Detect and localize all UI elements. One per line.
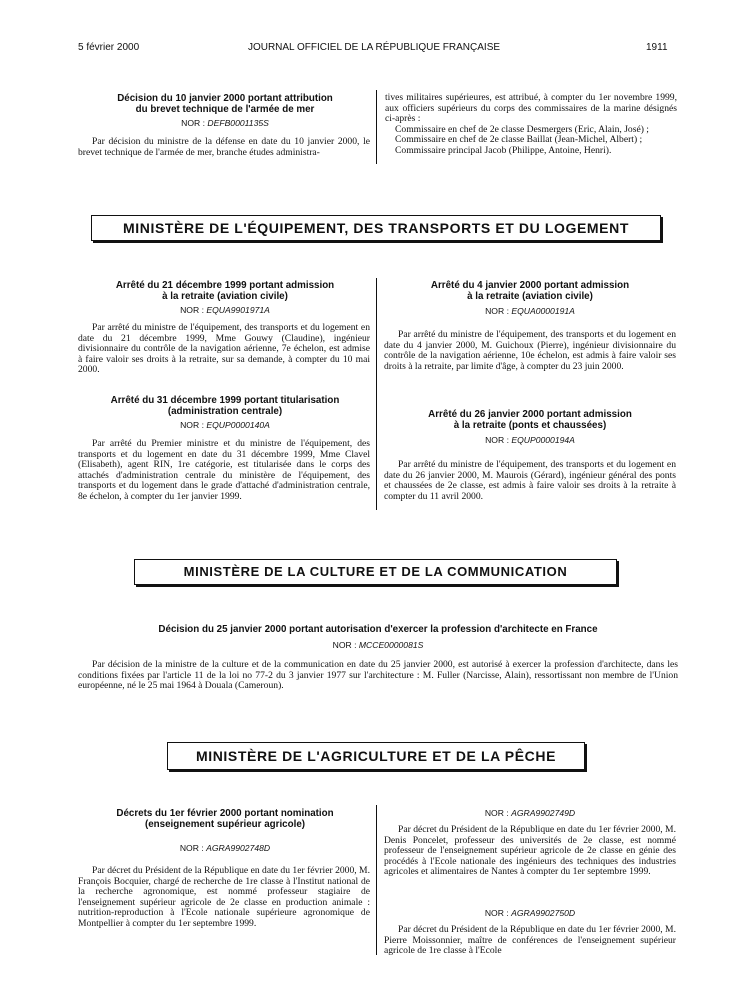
page-date: 5 février 2000 (78, 42, 140, 53)
culture-title: Décision du 25 janvier 2000 portant autorisation d'exercer la profession d'architecte en France (158, 624, 598, 635)
nor-label: NOR : (180, 420, 204, 430)
paragraph: Par arrêté du ministre de l'équipement, des transports et du logement en date du 4 janvier 2000, M. Guichoux (Pierre), ingénieur divisionnaire du contrôle de la navigation aérienne, 10e échelon, est admis à faire valoir ses droits à la retraite, par limite d'âge, à compter du 23 juin 2000. (384, 329, 676, 372)
equipement-a1-body (78, 323, 370, 376)
nor-code: AGRA9902750D (511, 908, 576, 918)
equipement-a1-title (80, 280, 370, 302)
paragraph: Commissaire en chef de 2e classe Baillat (Jean-Michel, Albert) ; (395, 134, 643, 146)
agriculture-title (80, 808, 370, 830)
nor-code: AGRA9902749D (511, 808, 576, 818)
equipement-a3-body (384, 330, 676, 372)
ministry-agriculture-heading: MINISTÈRE DE L'AGRICULTURE ET DE LA PÊCHE (167, 742, 585, 770)
title-line: Arrêté du 21 décembre 1999 portant admission (115, 280, 335, 291)
paragraph: Par arrêté du ministre de l'équipement, des transports et du logement en date du 21 décembre 1999, Mme Gouwy (Claudine), ingénieur divisionnaire du contrôle de la navigation aérienne, 7e échelon, est admise à faire valoir ses droits à la retraite, sur sa demande, à compter du 10 mai 2000. (78, 322, 370, 376)
defense-body-left (78, 137, 370, 158)
equipement-a2-nor (80, 420, 370, 430)
defense-nor (80, 118, 370, 128)
title-line: à la retraite (aviation civile) (162, 291, 288, 302)
paragraph: Commissaire principal Jacob (Philippe, Antoine, Henri). (395, 144, 612, 156)
equipement-a4-nor (385, 435, 675, 445)
nor-code: DEFB0001135S (207, 118, 269, 128)
paragraph: Par décision de la ministre de la culture et de la communication en date du 25 janvier 2000, est autorisé à exercer la profession d'architecte, dans les conditions fixées par l'article 11 de la loi no 77-2 du 3 janvier 1977 sur l'architecture : M. Fuller (Narcisse, Alain), ressortissant non membre de l'Union européenne, né le 25 mai 1964 à Douala (Cameroun). (78, 659, 678, 692)
agriculture-nor1 (80, 843, 370, 853)
nor-label: NOR : (485, 306, 509, 316)
title-line: Arrêté du 31 décembre 1999 portant titularisation (110, 395, 340, 406)
nor-code: EQUA0000191A (511, 306, 575, 316)
agriculture-nor3 (385, 908, 675, 918)
nor-code: EQUA9901971A (206, 305, 270, 315)
agriculture-body3 (384, 925, 676, 957)
title-line: Décrets du 1er février 2000 portant nomination (116, 808, 334, 819)
nor-label: NOR : (484, 808, 509, 818)
defense-title-line2: du brevet technique de l'armée de mer (135, 104, 315, 115)
equipement-a1-nor (80, 305, 370, 315)
nor-label: NOR : (332, 640, 357, 650)
title-line: Arrêté du 4 janvier 2000 portant admission (430, 280, 630, 291)
title-line: (administration centrale) (167, 406, 283, 417)
column-divider (376, 805, 377, 955)
paragraph: Par arrêté du Premier ministre et du ministre de l'équipement, des transports et du logement en date du 31 décembre 1999, Mme Clavel (Elisabeth), agent RIN, 1re catégorie, est titularisée dans le corps des attachés d'administration centrale du ministère de l'équipement, des transports et du logement dans le grade d'attaché d'administration centrale, 8e échelon, à compter du 1er janvier 1999. (78, 438, 370, 502)
paragraph: Par décret du Président de la République en date du 1er février 2000, M. Pierre Moissonnier, maître de conférences de l'enseignement supérieur agricole de 1re classe à l'Ecole (384, 924, 676, 957)
equipement-a2-body (78, 439, 370, 503)
nor-code: AGRA9902748D (206, 843, 271, 853)
agriculture-body1 (78, 866, 370, 930)
nor-code: MCCE0000081S (358, 640, 424, 650)
equipement-a3-title (385, 280, 675, 302)
defense-body-right (385, 93, 677, 157)
defense-title (80, 93, 370, 115)
agriculture-nor2 (385, 808, 675, 818)
agriculture-body2 (384, 825, 676, 878)
culture-nor (78, 640, 678, 650)
title-line: (enseignement supérieur agricole) (144, 819, 306, 830)
paragraph: Commissaire en chef de 2e classe Desmergers (Eric, Alain, José) ; (395, 123, 649, 135)
equipement-a2-title (80, 395, 370, 417)
culture-body (78, 660, 678, 692)
nor-label: NOR : (180, 305, 204, 315)
nor-label: NOR : (181, 118, 205, 128)
title-line: Arrêté du 26 janvier 2000 portant admission (428, 409, 632, 420)
title-line: à la retraite (ponts et chaussées) (453, 420, 607, 431)
paragraph: tives militaires supérieures, est attribué, à compter du 1er novembre 1999, aux officiers supérieurs du corps des commissaires de la marine désignés ci-après : (385, 92, 677, 125)
nor-label: NOR : (179, 843, 204, 853)
nor-code: EQUP0000140A (206, 420, 270, 430)
defense-title-line1: Décision du 10 janvier 2000 portant attribution (117, 93, 333, 104)
column-divider (376, 278, 377, 510)
ministry-equipement-heading: MINISTÈRE DE L'ÉQUIPEMENT, DES TRANSPORTS ET DU LOGEMENT (91, 215, 661, 241)
equipement-a4-body (384, 460, 676, 502)
equipement-a4-title (385, 409, 675, 431)
nor-code: EQUP0000194A (511, 435, 575, 445)
title-line: à la retraite (aviation civile) (467, 291, 593, 302)
paragraph: Par arrêté du ministre de l'équipement, des transports et du logement en date du 26 janvier 2000, M. Maurois (Gérard), ingénieur général des ponts et chaussées de 2e classe, est admis à faire valoir ses droits à la retraite à compter du 11 avril 2000. (384, 459, 676, 502)
column-divider (376, 90, 377, 164)
journal-title: JOURNAL OFFICIEL DE LA RÉPUBLIQUE FRANÇAISE (247, 42, 501, 53)
paragraph: Par décret du Président de la République en date du 1er février 2000, M. François Bocquier, chargé de recherche de 1re classe à l'Institut national de la recherche agronomique, est nommé professeur stagiaire de l'enseignement supérieur agricole de 2e classe en production animale : nutrition-reproduction à l'Ecole nationale supérieure agronomique de Montpellier à compter du 1er septembre 1999. (78, 865, 370, 929)
page-number: 1911 (646, 42, 668, 53)
paragraph: Par décret du Président de la République en date du 1er février 2000, M. Denis Poncelet, professeur des universités de 2e classe, est nommé professeur de l'enseignement supérieur agricole de 2e classe en génie des procédés à l'Ecole nationale des ingénieurs des techniques des industries agricoles et alimentaires de Nantes à compter du 1er septembre 1999. (384, 824, 676, 878)
nor-label: NOR : (484, 908, 509, 918)
ministry-culture-heading: MINISTÈRE DE LA CULTURE ET DE LA COMMUNICATION (134, 559, 617, 585)
equipement-a3-nor (385, 306, 675, 316)
nor-label: NOR : (485, 435, 509, 445)
paragraph: Par décision du ministre de la défense en date du 10 janvier 2000, le brevet technique de l'armée de mer, branche études administra- (78, 136, 370, 158)
